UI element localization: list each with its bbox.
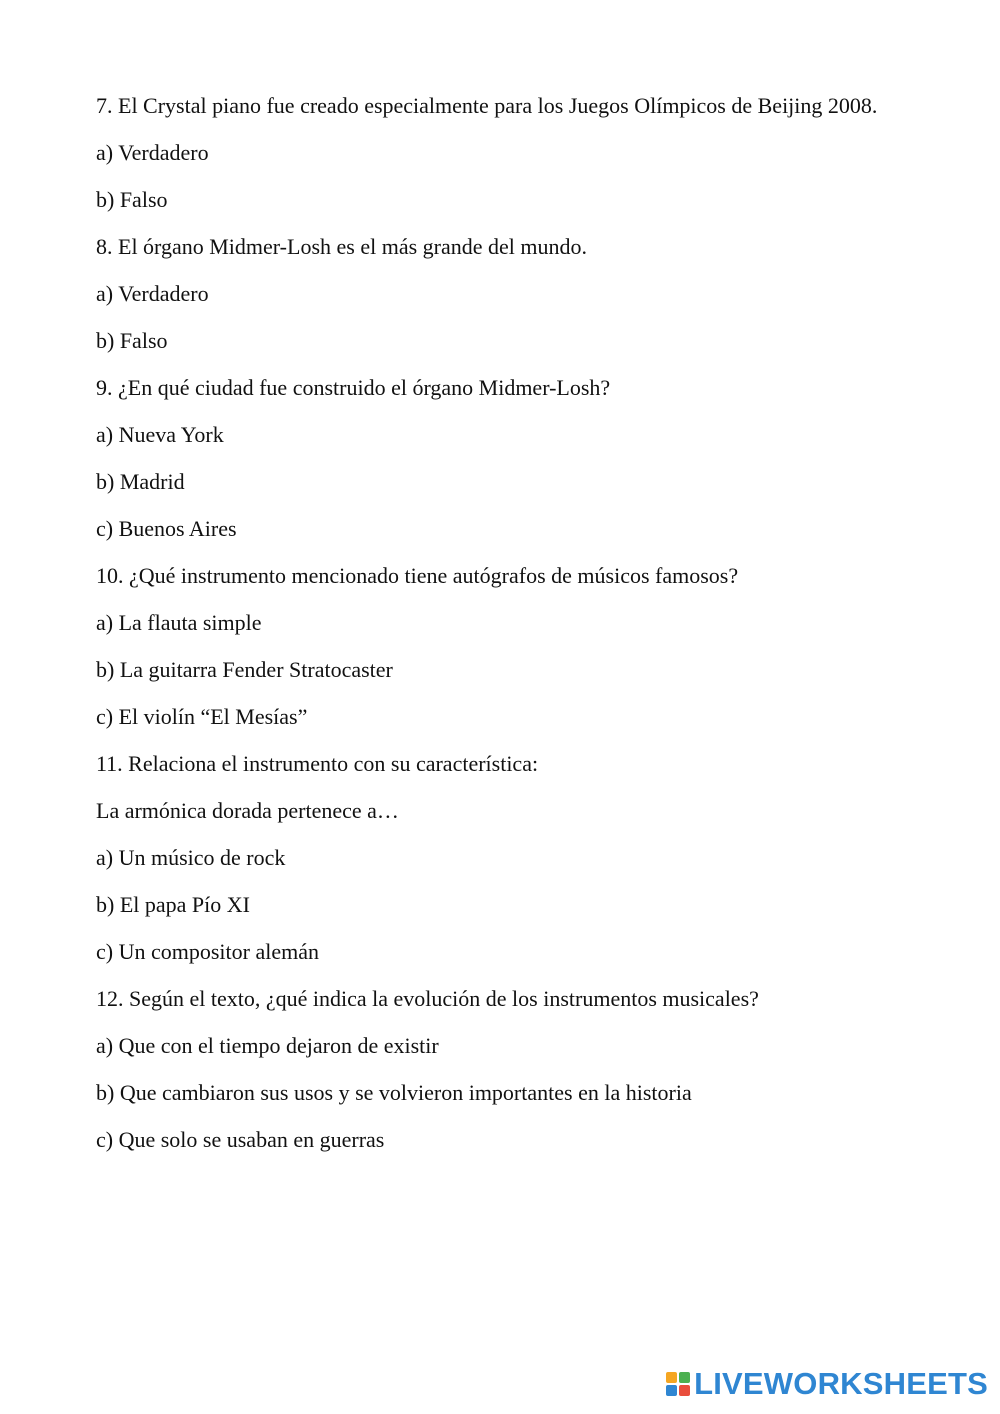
question-9-option-a: a) Nueva York	[96, 422, 224, 447]
question-12-option-c: c) Que solo se usaban en guerras	[96, 1127, 385, 1152]
question-7: 7. El Crystal piano fue creado especialmente para los Juegos Olímpicos de Beijing 2008.	[96, 93, 878, 118]
question-11: 11. Relaciona el instrumento con su característica:	[96, 751, 539, 776]
liveworksheets-logo	[666, 1364, 988, 1404]
question-9-option-b: b) Madrid	[96, 469, 185, 494]
worksheet-content	[96, 92, 896, 1173]
question-12: 12. Según el texto, ¿qué indica la evolución de los instrumentos musicales?	[96, 986, 759, 1011]
question-9-option-c: c) Buenos Aires	[96, 516, 237, 541]
question-8: 8. El órgano Midmer-Losh es el más grande del mundo.	[96, 234, 587, 259]
question-10-option-c: c) El violín “El Mesías”	[96, 704, 308, 729]
liveworksheets-logo-icon	[666, 1372, 690, 1396]
question-10: 10. ¿Qué instrumento mencionado tiene autógrafos de músicos famosos?	[96, 563, 739, 588]
question-12-option-a: a) Que con el tiempo dejaron de existir	[96, 1033, 439, 1058]
question-10-option-a: a) La flauta simple	[96, 610, 262, 635]
question-11-option-c: c) Un compositor alemán	[96, 939, 319, 964]
question-11-option-b: b) El papa Pío XI	[96, 892, 250, 917]
question-9: 9. ¿En qué ciudad fue construido el órgano Midmer-Losh?	[96, 375, 611, 400]
liveworksheets-logo-text: LIVEWORKSHEETS	[694, 1366, 988, 1401]
question-7-option-a: a) Verdadero	[96, 140, 209, 165]
question-11-prompt: La armónica dorada pertenece a…	[96, 798, 399, 823]
question-12-option-b: b) Que cambiaron sus usos y se volvieron importantes en la historia	[96, 1080, 692, 1105]
question-8-option-b: b) Falso	[96, 328, 168, 353]
question-7-option-b: b) Falso	[96, 187, 168, 212]
question-10-option-b: b) La guitarra Fender Stratocaster	[96, 657, 393, 682]
question-8-option-a: a) Verdadero	[96, 281, 209, 306]
question-11-option-a: a) Un músico de rock	[96, 845, 286, 870]
